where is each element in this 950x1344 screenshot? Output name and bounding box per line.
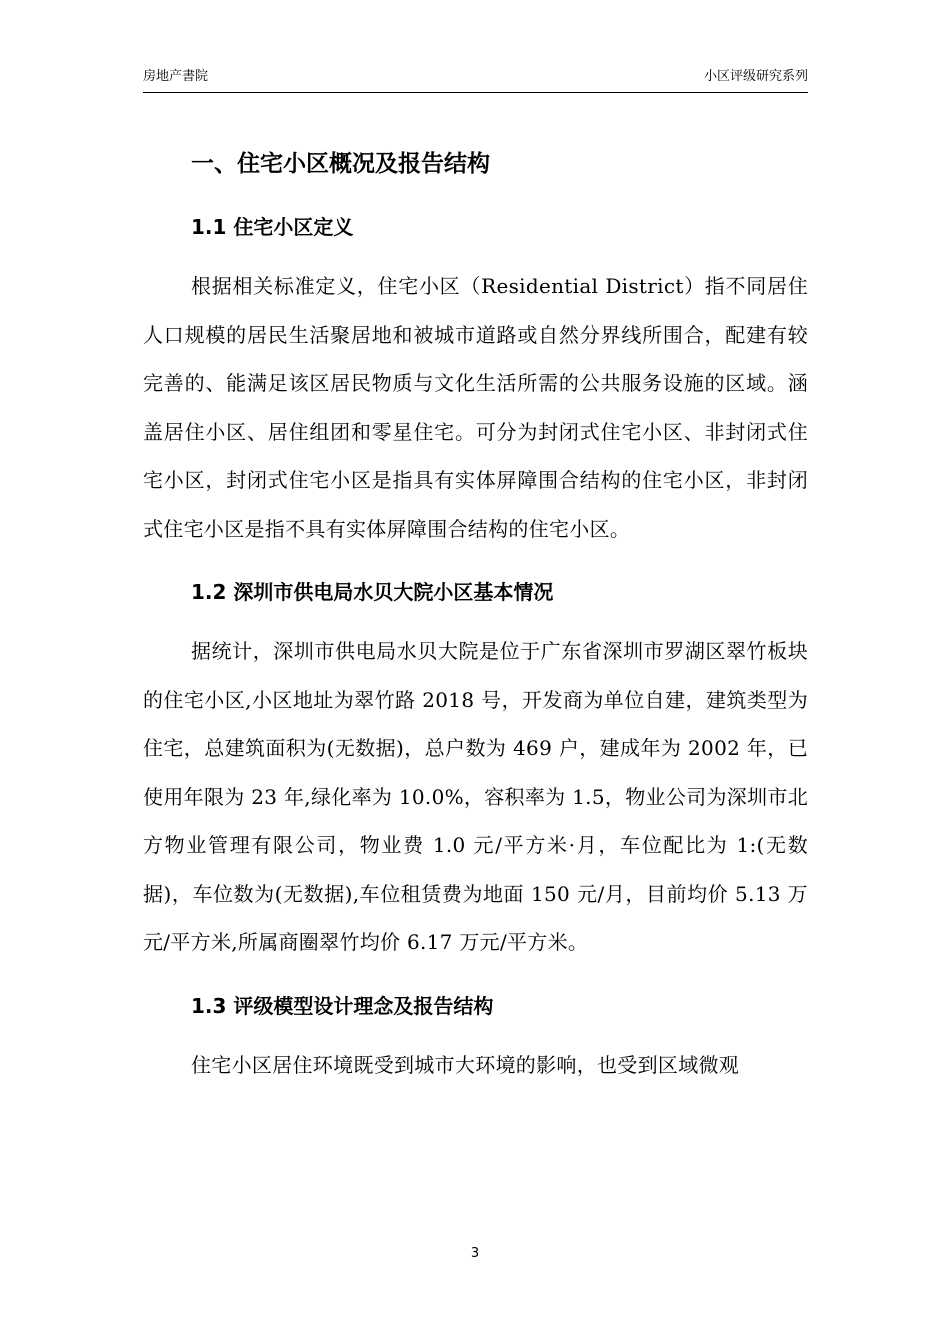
paragraph-definition: 根据相关标准定义，住宅小区（Residential District）指不同居住人口规模的居民生活聚居地和被城市道路或自然分界线所围合，配建有较完善的、能满足该区居民物质与文化生活所需的公共服务设施的区域。涵盖居住小区、居住组团和零星住宅。可分为封闭式住宅小区、非封闭式住宅小区，封闭式住宅小区是指具有实体屏障围合结构的住宅小区，非封闭式住宅小区是指不具有实体屏障围合结构的住宅小区。 (143, 274, 808, 541)
paragraph-model-design: 住宅小区居住环境既受到城市大环境的影响，也受到区域微观 (191, 1052, 740, 1077)
subsection-heading-1-1: 1.1 住宅小区定义 (191, 215, 354, 239)
page-number: 3 (470, 1246, 480, 1261)
header-publisher: 房地产書院 (143, 69, 209, 84)
header-series-title: 小区评级研究系列 (703, 69, 808, 84)
section-title: 一、住宅小区概况及报告结构 (191, 151, 490, 177)
subsection-heading-1-2: 1.2 深圳市供电局水贝大院小区基本情况 (191, 580, 554, 604)
subsection-heading-1-3: 1.3 评级模型设计理念及报告结构 (191, 993, 494, 1018)
page-content (143, 140, 808, 1089)
paragraph-basic-info: 据统计，深圳市供电局水贝大院是位于广东省深圳市罗湖区翠竹板块的住宅小区,小区地址为翠竹路 2018 号，开发商为单位自建，建筑类型为住宅，总建筑面积为(无数据)，总户数为 469 户，建成年为 2002 年，已使用年限为 23 年,绿化率为 10.0%，容积率为 1.5，物业公司为深圳市北方物业管理有限公司，物业费 1.0 元/平方米·月，车位配比为 1:(无数据)，车位数为(无数据),车位租赁费为地面 150 元/月，目前均价 5.13 万元/平方米,所属商圈翠竹均价 6.17 万元/平方米。 (143, 639, 808, 954)
header-divider (143, 92, 808, 93)
page-header (143, 66, 808, 88)
